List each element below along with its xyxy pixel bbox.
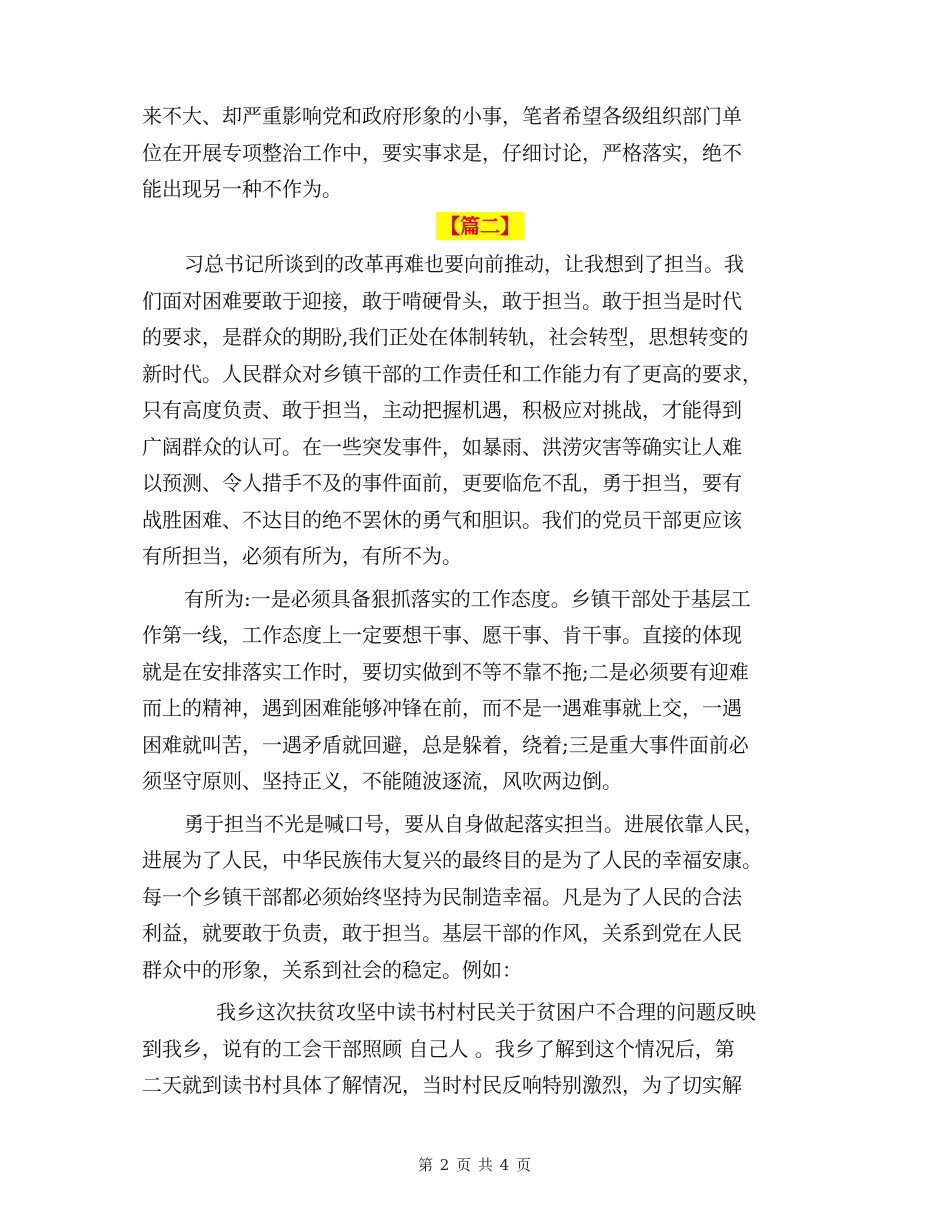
text-line: 就是在安排落实工作时，要切实做到不等不靠不拖;二是必须要有迎难 bbox=[142, 659, 749, 684]
text-line: 每一个乡镇干部都必须始终坚持为民制造幸福。凡是为了人民的合法 bbox=[142, 884, 742, 909]
text-line: 位在开展专项整治工作中，要实事求是，仔细讨论，严格落实，绝不 bbox=[142, 140, 742, 165]
text-line: 有所为:一是必须具备狠抓落实的工作态度。乡镇干部处于基层工 bbox=[184, 586, 751, 611]
text-line: 有所担当，必须有所为，有所不为。 bbox=[142, 544, 462, 568]
section-heading-row bbox=[142, 210, 818, 247]
page-number-footer: 第 2 页 共 4 页 bbox=[418, 1156, 532, 1174]
text-line: 以预测、令人措手不及的事件面前，更要临危不乱，勇于担当，要有 bbox=[142, 471, 742, 495]
text-line: 二天就到读书村具体了解情况，当时村民反响特别激烈，为了切实解 bbox=[142, 1073, 742, 1097]
text-line: 只有高度负责、敢于担当，主动把握机遇，积极应对挑战，才能得到 bbox=[142, 398, 742, 422]
document-body bbox=[142, 98, 818, 1104]
text-line: 进展为了人民，中华民族伟大复兴的最终目的是为了人民的幸福安康。 bbox=[142, 848, 762, 872]
text-line: 习总书记所谈到的改革再难也要向前推动，让我想到了担当。我 bbox=[184, 252, 744, 276]
text-line: 新时代。人民群众对乡镇干部的工作责任和工作能力有了更高的要求， bbox=[142, 361, 762, 386]
text-line: 我乡这次扶贫攻坚中读书村村民关于贫困户不合理的问题反映 bbox=[216, 1000, 756, 1024]
text-line: 战胜困难、不达目的绝不罢休的勇气和胆识。我们的党员干部更应该 bbox=[142, 507, 742, 532]
text-line: 能出现另一种不作为。 bbox=[142, 177, 342, 201]
text-line: 而上的精神，遇到困难能够冲锋在前，而不是一遇难事就上交，一遇 bbox=[142, 696, 742, 720]
text-line: 群众中的形象，关系到社会的稳定。例如： bbox=[142, 957, 522, 982]
text-line: 们面对困难要敢于迎接，敢于啃硬骨头，敢于担当。敢于担当是时代 bbox=[142, 288, 742, 313]
paragraph-4 bbox=[142, 994, 818, 1104]
text-line: 利益，就要敢于负责，敢于担当。基层干部的作风，关系到党在人民 bbox=[142, 921, 742, 945]
section-heading: 【篇二】 bbox=[436, 212, 524, 240]
text-line: 困难就叫苦，一遇矛盾就回避，总是躲着，绕着;三是重大事件面前必 bbox=[142, 732, 749, 757]
text-line: 广阔群众的认可。在一些突发事件，如暴雨、洪涝灾害等确实让人难 bbox=[142, 434, 742, 459]
text-line: 到我乡，说有的工会干部照顾 自己人 。我乡了解到这个情况后，第 bbox=[142, 1036, 735, 1061]
text-line: 来不大、却严重影响党和政府形象的小事，笔者希望各级组织部门单 bbox=[142, 104, 742, 128]
text-line: 勇于担当不光是喊口号，要从自身做起落实担当。进展依靠人民， bbox=[184, 811, 764, 836]
paragraph-intro bbox=[142, 98, 818, 208]
paragraph-2 bbox=[142, 581, 818, 800]
paragraph-1 bbox=[142, 246, 818, 575]
text-line: 须坚守原则、坚持正义，不能随波逐流，风吹两边倒。 bbox=[142, 769, 622, 793]
text-line: 的要求，是群众的期盼,我们正处在体制转轨，社会转型，思想转变的 bbox=[142, 325, 749, 349]
paragraph-3 bbox=[142, 806, 818, 989]
text-line: 作第一线，工作态度上一定要想干事、愿干事、肯干事。直接的体现 bbox=[142, 623, 742, 647]
